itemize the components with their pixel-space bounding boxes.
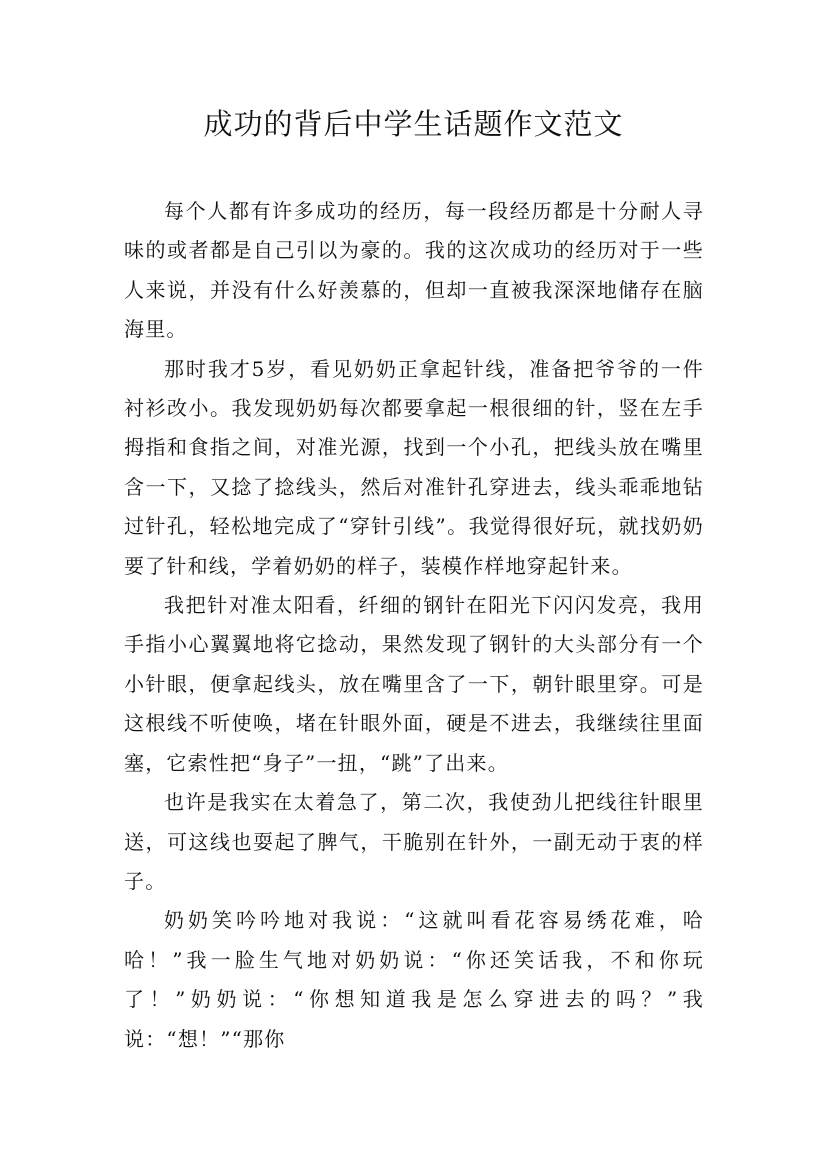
document-body [124, 192, 704, 1059]
paragraph-5: 奶奶笑吟吟地对我说：“这就叫看花容易绣花难，哈哈！”我一脸生气地对奶奶说：“你还笑话我，不和你玩了！”奶奶说：“你想知道我是怎么穿进去的吗？”我说：“想！”“那你 [124, 908, 704, 1051]
paragraph-1: 每个人都有许多成功的经历，每一段经历都是十分耐人寻味的或者都是自己引以为豪的。我的这次成功的经历对于一些人来说，并没有什么好羡慕的，但却一直被我深深地储存在脑海里。 [124, 199, 704, 342]
document-title: 成功的背后中学生话题作文范文 [203, 107, 624, 141]
paragraph-4: 也许是我实在太着急了，第二次，我使劲儿把线往针眼里送，可这线也耍起了脾气，干脆别在针外，一副无动于衷的样子。 [124, 790, 704, 893]
paragraph-3: 我把针对准太阳看，纤细的钢针在阳光下闪闪发亮，我用手指小心翼翼地将它捻动，果然发现了钢针的大头部分有一个小针眼，便拿起线头，放在嘴里含了一下，朝针眼里穿。可是这根线不听使唤，堵在针眼外面，硬是不进去，我继续往里面塞，它索性把“身子”一扭，“跳”了出来。 [124, 593, 704, 775]
paragraph-2: 那时我才5岁，看见奶奶正拿起针线，准备把爷爷的一件衬衫改小。我发现奶奶每次都要拿起一根很细的针，竖在左手拇指和食指之间，对准光源，找到一个小孔，把线头放在嘴里含一下，又捻了捻线头，然后对准针孔穿进去，线头乖乖地钻过针孔，轻松地完成了“穿针引线”。我觉得很好玩，就找奶奶要了针和线，学着奶奶的样子，装模作样地穿起针来。 [124, 356, 704, 578]
